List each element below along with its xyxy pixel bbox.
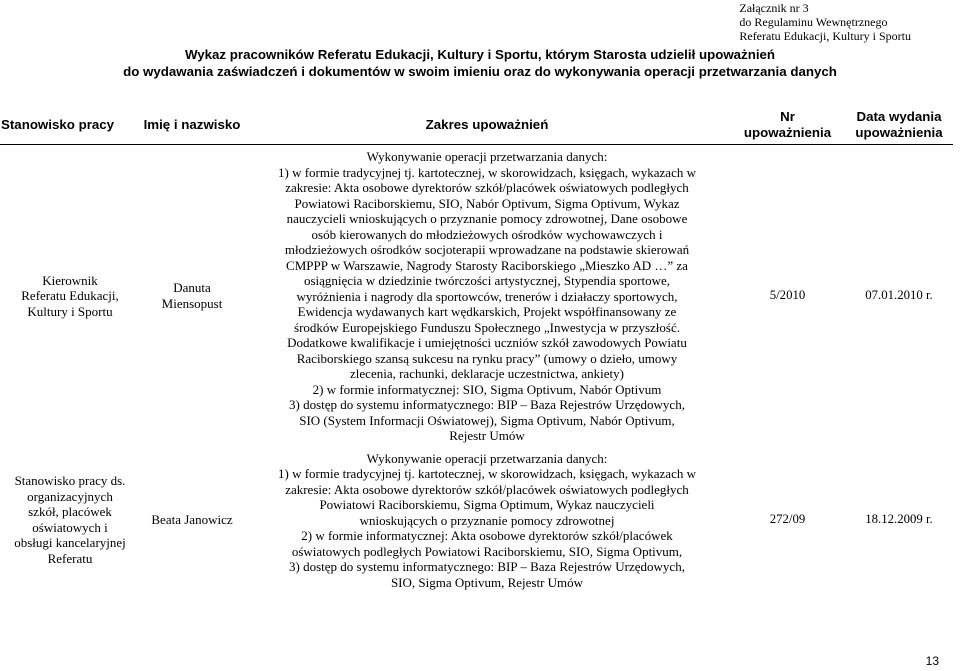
text-line: 3) dostęp do systemu informatycznego: BIP – Baza Rejestrów Urzędowych,: [289, 559, 685, 574]
header-date-line-2: upoważnienia: [855, 124, 943, 140]
text-line: zlecenia, rachunki, deklaracje uczestnictwa, ankiety): [350, 366, 624, 381]
text-line: szkół, placówek: [28, 504, 112, 520]
text-line: 2) w formie informatycznej: SIO, Sigma Optivum, Nabór Optivum: [312, 381, 662, 397]
cell-position: [0, 447, 140, 594]
header-name: Imię i nazwisko: [143, 116, 241, 132]
text-line: oświatowych podległych Powiatowi Raciborskiemu, SIO, Sigma Optivum,: [291, 543, 683, 559]
text-line: nauczycieli wnioskujących o przyznanie pomocy zdrowotnej, Dane osobowe: [286, 211, 688, 226]
title-line-2: do wydawania zaświadczeń i dokumentów w swoim imieniu oraz do wykonywania operacji przetwarzania danych: [123, 64, 837, 79]
cell-number: 272/09: [769, 512, 806, 526]
text-line: Referatu Edukacji,: [21, 288, 119, 303]
text-line: Wykonywanie operacji przetwarzania danych:: [366, 149, 608, 164]
text-line: Ewidencja wydawanych kart wędkarskich, Projekt współfinansowany ze: [297, 304, 677, 319]
annex-line-2: do Regulaminu Wewnętrznego: [739, 15, 888, 29]
text-line: 1) w formie tradycyjnej tj. kartotecznej, w skorowidzach, księgach, wykazach w: [277, 164, 696, 180]
header-date: [845, 105, 953, 145]
text-line: SIO (System Informacji Oświatowej), Sigma Optivum, Nabór Optivum,: [299, 412, 675, 428]
header-number: [730, 105, 845, 145]
cell-name: [140, 447, 244, 594]
text-line: organizacyjnych: [27, 488, 113, 504]
cell-scope: [244, 447, 730, 594]
text-line: środków Europejskiego Funduszu Społecznego „Inwestycja w przyszłość.: [294, 319, 680, 335]
cell-number: 5/2010: [769, 288, 806, 302]
text-line: Beata Janowicz: [151, 512, 233, 527]
text-line: CMPPP w Warszawie, Nagrody Starosty Raciborskiego „Mieszko AD …” za: [286, 257, 688, 273]
text-line: obsługi kancelaryjnej: [14, 535, 126, 551]
text-line: 2) w formie informatycznej: Akta osobowe dyrektorów szkół/placówek: [301, 528, 673, 543]
text-line: Powiatowi Raciborskiemu, SIO, Nabór Optivum, Sigma Optivum, Wykaz: [294, 195, 680, 211]
text-line: Powiatowi Raciborskiemu, Sigma Optimum, Wykaz nauczycieli: [319, 497, 655, 512]
header-scope: Zakres upoważnień: [425, 116, 549, 132]
text-line: wyróżnienia i nagrody dla sportowców, trenerów i działaczy sportowych,: [296, 288, 678, 304]
header-position: Stanowisko pracy: [1, 116, 115, 132]
title-line-1: Wykaz pracowników Referatu Edukacji, Kultury i Sportu, którym Starosta udzielił upoważnień: [184, 47, 776, 62]
text-line: młodzieżowych ośrodków socjoterapii wprowadzane na podstawie skierowań: [284, 242, 690, 257]
cell-scope: [244, 145, 730, 447]
text-line: 3) dostęp do systemu informatycznego: BIP – Baza Rejestrów Urzędowych,: [289, 397, 685, 412]
cell-name: [140, 145, 244, 447]
text-line: zakresie: Akta osobowe dyrektorów szkół/placówek oświatowych podległych: [285, 180, 689, 195]
table-row: [0, 447, 953, 594]
text-line: zakresie: Akta osobowe dyrektorów szkół/placówek oświatowych podległych: [285, 481, 689, 497]
authorization-table: [0, 105, 953, 593]
text-line: Wykonywanie operacji przetwarzania danych:: [366, 450, 608, 466]
cell-date: 07.01.2010 r.: [865, 288, 933, 302]
header-date-line-1: Data wydania: [856, 108, 942, 124]
text-line: Danuta: [173, 280, 211, 296]
annex-line-1: Załącznik nr 3: [739, 1, 809, 15]
text-line: Dodatkowe kwalifikacje i umiejętności uczniów szkół zawodowych Powiatu: [287, 335, 687, 350]
page-number: 13: [925, 654, 939, 668]
table-row: [0, 145, 953, 447]
text-line: Stanowisko pracy ds.: [14, 473, 126, 489]
header-number-line-2: upoważnienia: [743, 124, 832, 140]
document-title: [0, 46, 960, 80]
annex-line-3: Referatu Edukacji, Kultury i Sportu: [739, 29, 911, 43]
cell-position: [0, 145, 140, 447]
text-line: Raciborskiego szansą sukcesu na rynku pracy” (umowy o dzieło, umowy: [296, 350, 678, 366]
annex-note: [739, 1, 911, 43]
text-line: Kultury i Sportu: [27, 303, 113, 319]
text-line: SIO, Sigma Optivum, Rejestr Umów: [390, 574, 584, 590]
table-header-row: [0, 105, 953, 145]
header-number-line-1: Nr: [780, 108, 795, 124]
text-line: Referatu: [47, 550, 93, 566]
text-line: Kierownik: [42, 272, 98, 288]
text-line: osiągnięcia w dziedzinie twórczości artystycznej, Stypendia sportowe,: [303, 273, 671, 288]
text-line: wnioskujących o przyznanie pomocy zdrowotnej: [359, 512, 615, 528]
text-line: Miensopust: [161, 295, 223, 311]
text-line: 1) w formie tradycyjnej tj. kartotecznej, w skorowidzach, księgach, wykazach w: [277, 466, 696, 481]
cell-date: 18.12.2009 r.: [865, 512, 933, 526]
text-line: osób kierowanych do młodzieżowych ośrodków wychowawczych i: [311, 226, 663, 242]
text-line: oświatowych i: [32, 519, 108, 535]
text-line: Rejestr Umów: [449, 428, 525, 443]
